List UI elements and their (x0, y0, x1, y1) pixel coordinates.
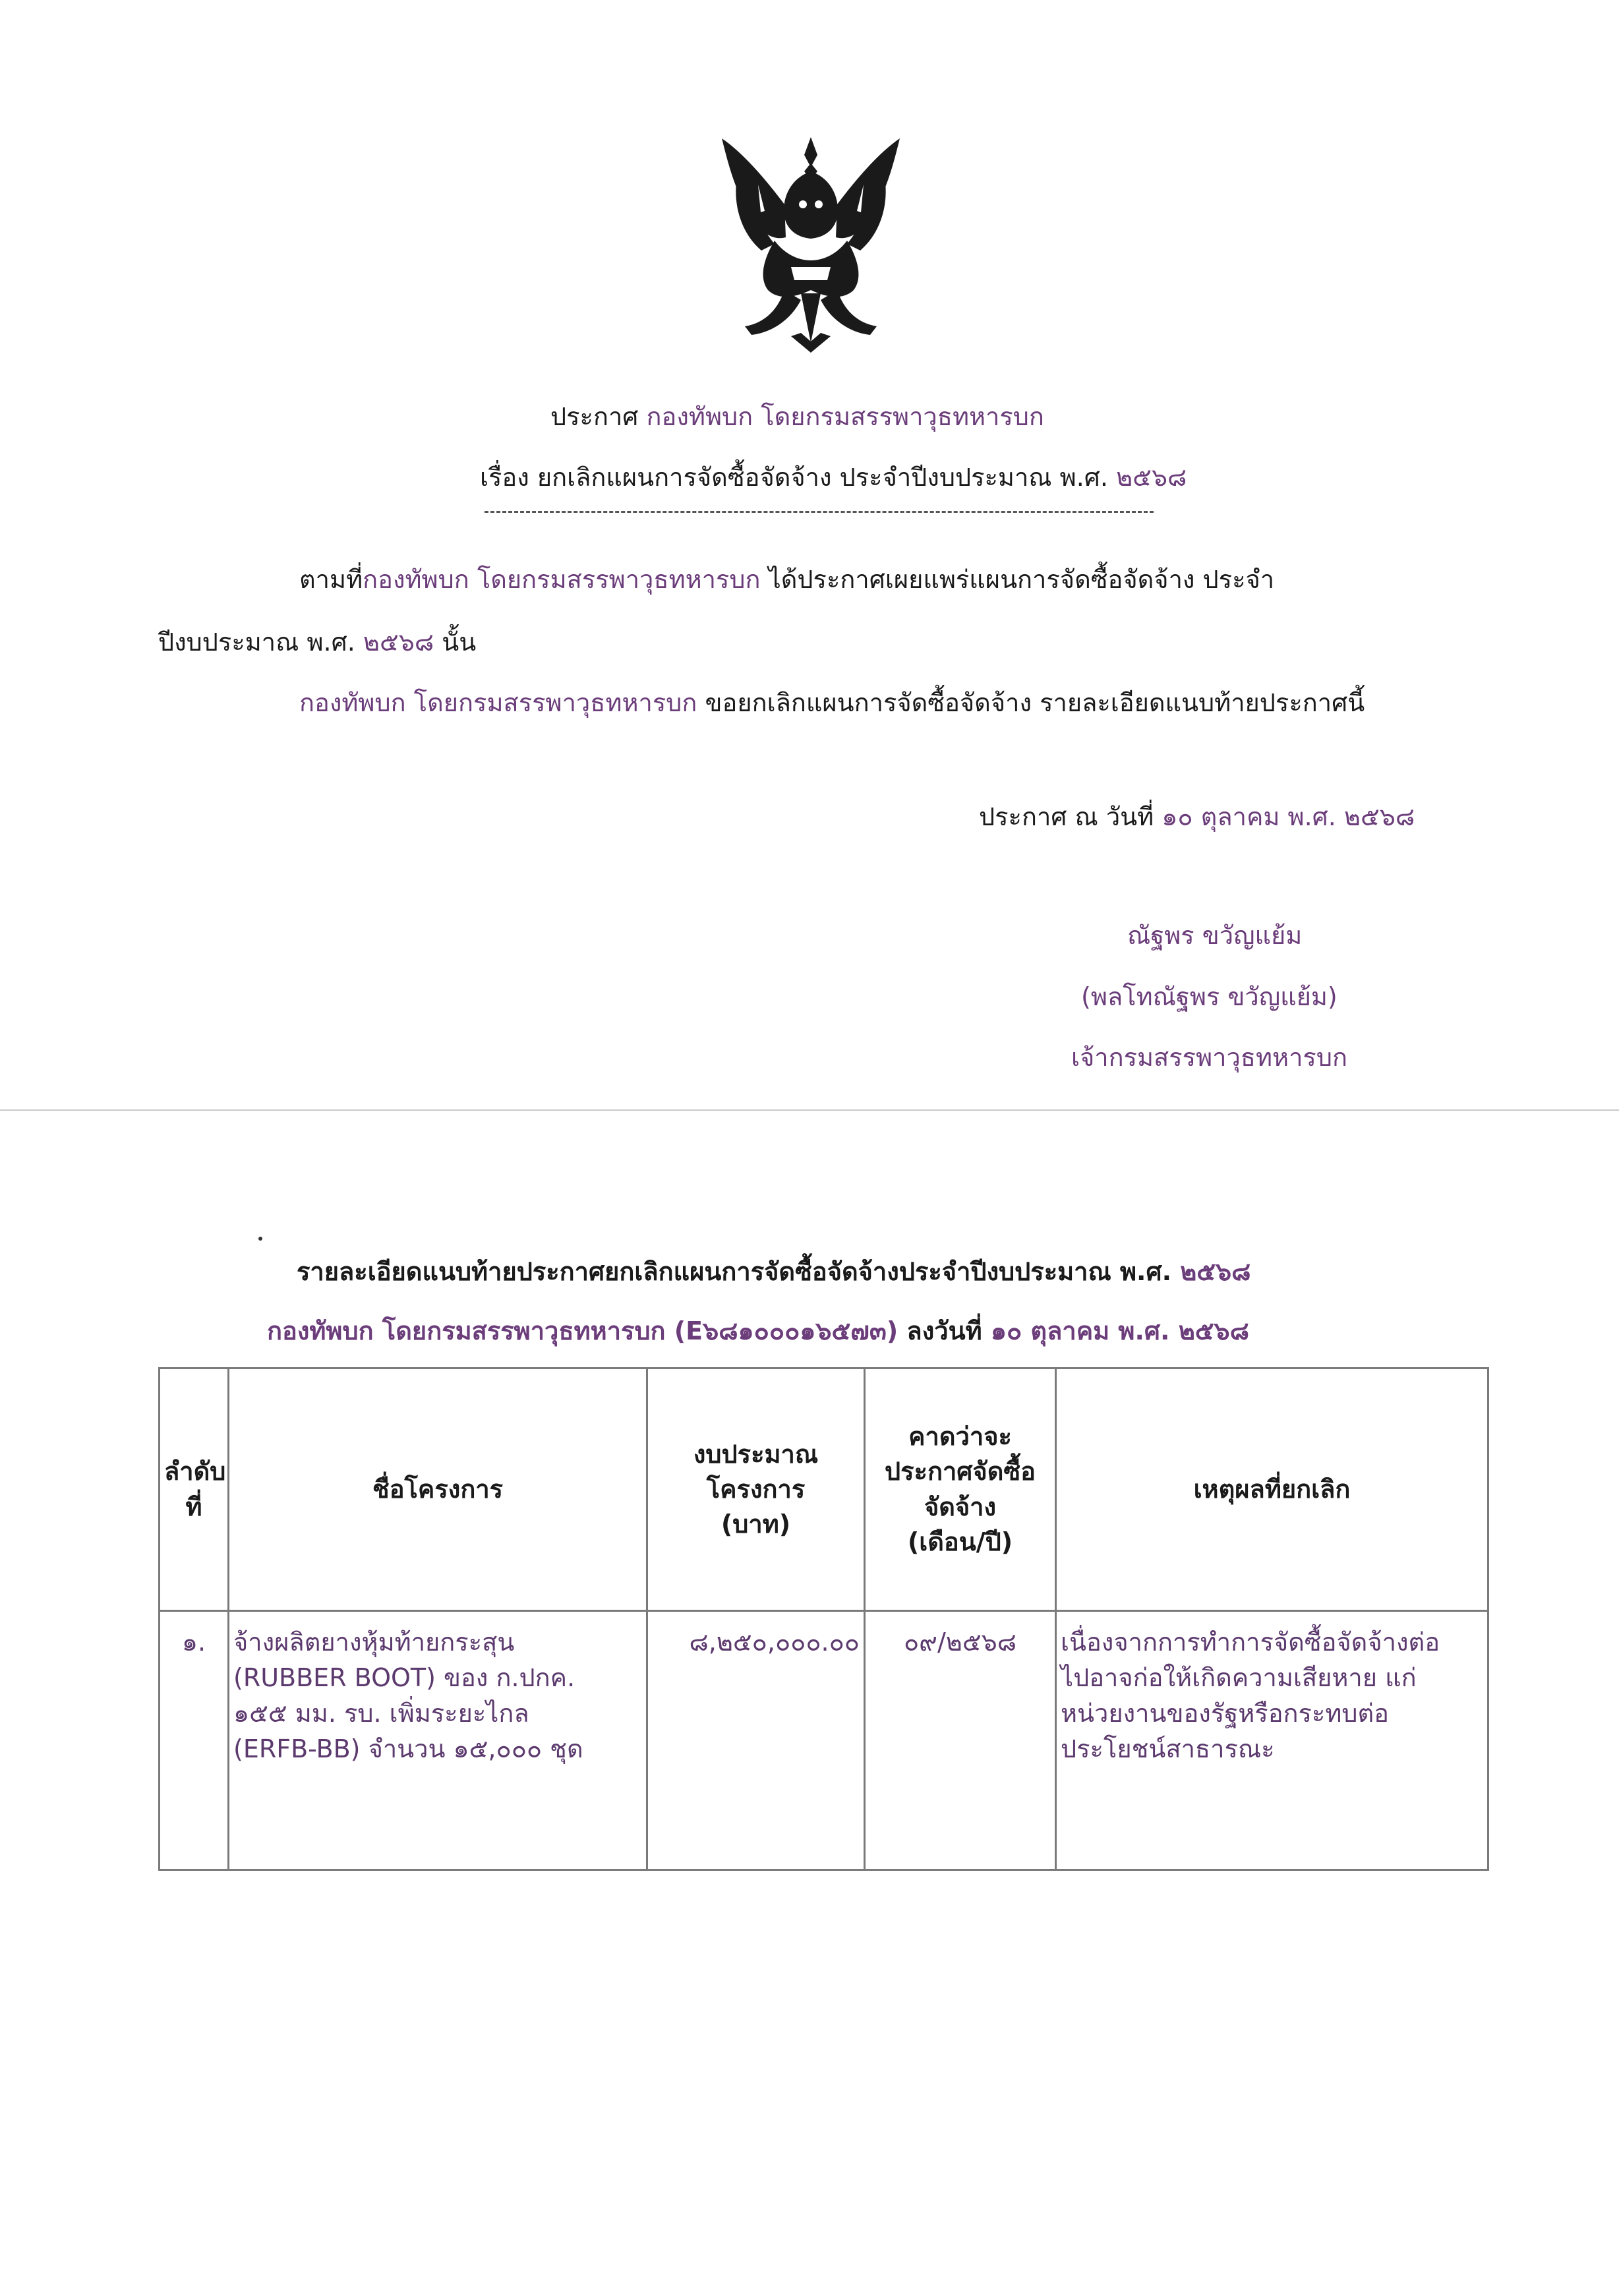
attachment-subtitle-date: ๑๐ ตุลาคม พ.ศ. ๒๕๖๘ (990, 1316, 1249, 1345)
para1-line2-year: ๒๕๖๘ (363, 628, 434, 657)
table-header-row (160, 1369, 1488, 1611)
body-paragraph-2 (299, 687, 1365, 719)
header-no (160, 1369, 229, 1611)
table-row (160, 1611, 1488, 1870)
header-project-name-text: ชื่อโครงการ (372, 1474, 504, 1504)
row-project-name (229, 1611, 647, 1870)
reason-line: ไปอาจก่อให้เกิดความเสียหาย แก่ (1061, 1663, 1417, 1692)
reason-line: เนื่องจากการทำการจัดซื้อจัดจ้างต่อ (1061, 1628, 1440, 1657)
project-name-line: (RUBBER BOOT) ของ ก.ปกค. (233, 1663, 575, 1692)
para2-org: กองทัพบก โดยกรมสรรพาวุธทหารบก (299, 688, 697, 717)
row-reason (1056, 1611, 1488, 1870)
signature-position: เจ้ากรมสรรพาวุธทหารบก (1071, 1043, 1347, 1072)
title-divider (485, 511, 1154, 513)
announcement-subject (480, 461, 1187, 494)
header-budget-line: งบประมาณ (693, 1439, 819, 1469)
para1-line2-prefix: ปีงบประมาณ พ.ศ. (158, 628, 355, 657)
body-paragraph-1 (299, 564, 1274, 596)
header-expected-date (865, 1369, 1056, 1611)
para2-suffix: ขอยกเลิกแผนการจัดซื้อจัดจ้าง รายละเอียดแนบท้ายประกาศนี้ (705, 688, 1365, 717)
reason-line: หน่วยงานของรัฐหรือกระทบต่อ (1061, 1698, 1390, 1728)
announcement-title (550, 401, 1044, 433)
attachment-title-text: รายละเอียดแนบท้ายประกาศยกเลิกแผนการจัดซื้อจัดจ้างประจำปีงบประมาณ พ.ศ. (297, 1257, 1172, 1286)
project-name-line: จ้างผลิตยางหุ้มท้ายกระสุน (233, 1628, 515, 1657)
header-budget (647, 1369, 865, 1611)
para1-suffix: ได้ประกาศเผยแพร่แผนการจัดซื้อจัดจ้าง ประจำ (768, 565, 1275, 594)
header-project-name (229, 1369, 647, 1611)
para1-prefix: ตามที่ (299, 565, 363, 594)
header-expected-line: (เดือน/ปี) (907, 1527, 1013, 1556)
dateline-prefix: ประกาศ ณ วันที่ (979, 802, 1154, 831)
header-reason-text: เหตุผลที่ยกเลิก (1193, 1474, 1351, 1504)
dateline (979, 801, 1415, 833)
attachment-title-year: ๒๕๖๘ (1180, 1257, 1251, 1286)
header-reason (1056, 1369, 1488, 1611)
attachment-subtitle-org: กองทัพบก โดยกรมสรรพาวุธทหารบก (E๖๘๑๐๐๐๑๖๕๗๓) (267, 1316, 898, 1345)
row-month-year: ๐๙/๒๕๖๘ (865, 1611, 1056, 1870)
attachment-title (297, 1256, 1251, 1288)
para1-line2-suffix: นั้น (442, 628, 477, 657)
header-no-line: ที่ (185, 1492, 202, 1521)
header-budget-line: (บาท) (721, 1510, 791, 1539)
subject-year: ๒๕๖๘ (1116, 463, 1187, 492)
cancellation-table (158, 1367, 1489, 1871)
para1-org: กองทัพบก โดยกรมสรรพาวุธทหารบก (363, 565, 761, 594)
body-paragraph-1-line-2 (158, 626, 476, 659)
subject-text: เรื่อง ยกเลิกแผนการจัดซื้อจัดจ้าง ประจำปีงบประมาณ พ.ศ. (480, 463, 1108, 492)
signature-full-name: (พลโทณัฐพร ขวัญแย้ม) (1081, 982, 1338, 1011)
header-expected-line: คาดว่าจะ (908, 1422, 1012, 1452)
speck-mark (258, 1237, 262, 1241)
header-expected-line: จัดจ้าง (924, 1492, 997, 1521)
signature-name: ณัฐพร ขวัญแย้ม (1127, 921, 1303, 950)
row-budget: ๘,๒๕๐,๐๐๐.๐๐ (647, 1611, 865, 1870)
garuda-emblem-icon (712, 125, 910, 356)
announcement-org: กองทัพบก โดยกรมสรรพาวุธทหารบก (646, 402, 1044, 431)
project-name-line: (ERFB-BB) จำนวน ๑๕,๐๐๐ ชุด (233, 1734, 583, 1763)
page-separator (0, 1109, 1619, 1111)
header-budget-line: โครงการ (706, 1474, 806, 1504)
row-no: ๑. (160, 1611, 229, 1870)
announcement-prefix: ประกาศ (550, 402, 639, 431)
reason-line: ประโยชน์สาธารณะ (1061, 1734, 1275, 1763)
attachment-subtitle (267, 1315, 1249, 1347)
header-no-line: ลำดับ (164, 1457, 226, 1487)
project-name-line: ๑๕๕ มม. รบ. เพิ่มระยะไกล (233, 1698, 529, 1728)
header-expected-line: ประกาศจัดซื้อ (885, 1457, 1036, 1487)
attachment-subtitle-suffix: ลงวันที่ (906, 1316, 982, 1345)
dateline-date: ๑๐ ตุลาคม พ.ศ. ๒๕๖๘ (1162, 802, 1415, 831)
